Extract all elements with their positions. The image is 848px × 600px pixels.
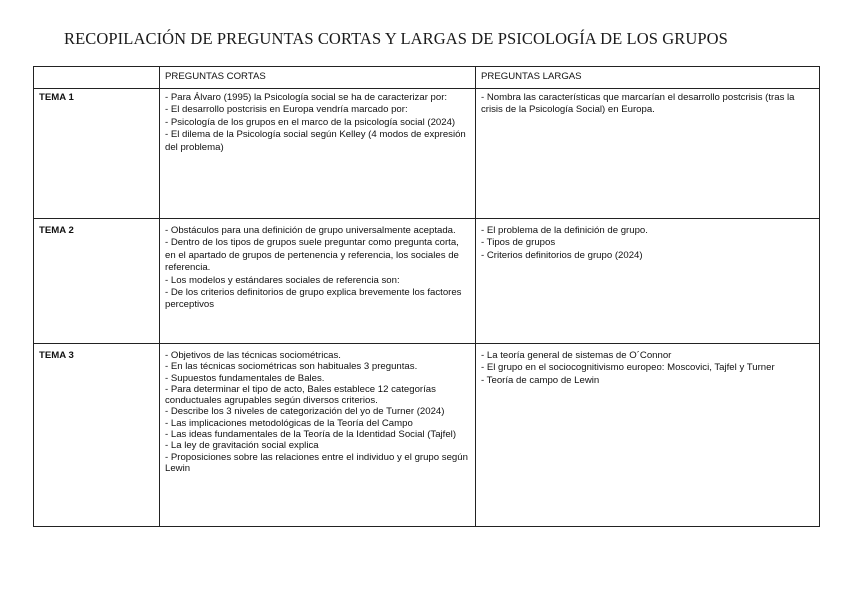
short-question: - Para Álvaro (1995) la Psicología social se ha de caracterizar por:	[165, 92, 448, 103]
tema-label: TEMA 2	[34, 219, 160, 344]
short-question: - Supuestos fundamentales de Bales.	[165, 372, 325, 384]
long-question: - El problema de la definición de grupo.	[481, 225, 648, 236]
short-question: - El dilema de la Psicología social según Kelley (4 modos de expresión del problema)	[165, 129, 466, 153]
document-title: RECOPILACIÓN DE PREGUNTAS CORTAS Y LARGAS DE PSICOLOGÍA DE LOS GRUPOS	[64, 29, 728, 48]
long-question: - Teoría de campo de Lewin	[481, 374, 600, 386]
short-question: - Describe los 3 niveles de categorización del yo de Turner (2024)	[165, 406, 445, 418]
long-questions-cell	[476, 219, 820, 344]
short-questions-cell	[160, 219, 476, 344]
short-question: - Psicología de los grupos en el marco de la psicología social (2024)	[165, 116, 456, 128]
short-questions-cell	[160, 89, 476, 219]
long-question: - Tipos de grupos	[481, 237, 556, 249]
short-question: - Obstáculos para una definición de grupo universalmente aceptada.	[165, 225, 456, 236]
short-question: - Las ideas fundamentales de la Teoría de la Identidad Social (Tajfel)	[165, 429, 457, 441]
short-question: - Objetivos de las técnicas sociométricas.	[165, 350, 341, 361]
table-row-tema-1	[34, 89, 820, 219]
short-question: - Proposiciones sobre las relaciones entre el individuo y el grupo según Lewin	[165, 451, 468, 474]
tema-label: TEMA 1	[34, 89, 160, 219]
long-questions-cell	[476, 344, 820, 527]
table-header-row	[34, 67, 820, 89]
long-question: - Criterios definitorios de grupo (2024)	[481, 249, 643, 261]
long-question: - El grupo en el sociocognitivismo europeo: Moscovici, Tajfel y Turner	[481, 362, 775, 374]
short-questions-cell	[160, 344, 476, 527]
header-tema	[34, 67, 160, 89]
table-row-tema-3	[34, 344, 820, 527]
tema-label: TEMA 3	[34, 344, 160, 527]
short-question: - Dentro de los tipos de grupos suele preguntar como pregunta corta, en el apartado de grupos de pertenencia y referencia, los sociales de referencia.	[165, 237, 459, 274]
short-question: - En las técnicas sociométricas son habituales 3 preguntas.	[165, 361, 418, 373]
long-question: - Nombra las características que marcarían el desarrollo postcrisis (tras la crisis de la Psicología Social) en Europa.	[481, 92, 795, 116]
table-row-tema-2	[34, 219, 820, 344]
header-preguntas-largas: PREGUNTAS LARGAS	[476, 67, 820, 89]
short-question: - De los criterios definitorios de grupo explica brevemente los factores perceptivos	[165, 287, 462, 311]
long-question: - La teoría general de sistemas de O´Connor	[481, 350, 672, 361]
short-question: - Los modelos y estándares sociales de referencia son:	[165, 274, 400, 286]
questions-table	[33, 66, 820, 527]
long-questions-cell	[476, 89, 820, 219]
header-preguntas-cortas: PREGUNTAS CORTAS	[160, 67, 476, 89]
short-question: - Para determinar el tipo de acto, Bales establece 12 categorías conductuales agrupables según diversos criterios.	[165, 383, 436, 407]
short-question: - Las implicaciones metodológicas de la Teoría del Campo	[165, 417, 413, 429]
short-question: - El desarrollo postcrisis en Europa vendría marcado por:	[165, 104, 408, 116]
short-question: - La ley de gravitación social explica	[165, 440, 319, 452]
